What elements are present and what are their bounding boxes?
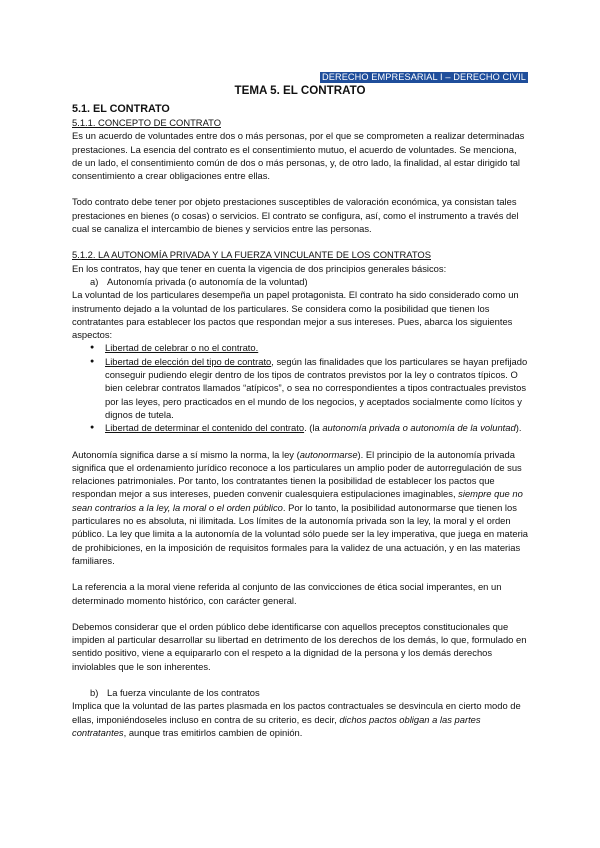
autonomy-text-2: ). El principio de la autonomía privada significa que el ordenamiento jurídico reconoce a los particulares un amplio poder de autorregulación de sus relaciones patrimoniales. Por tanto, los contratantes tienen la posibilidad de establecer los pactos que respondan mejor a sus intereses, pueden convenir cualesquiera estipulaciones imaginables,: [72, 448, 522, 500]
concept-heading: 5.1.1. CONCEPTO DE CONTRATO: [72, 117, 221, 128]
autonomy-heading: 5.1.2. LA AUTONOMÍA PRIVADA Y LA FUERZA VINCULANTE DE LOS CONTRATOS: [72, 249, 431, 261]
binding-italic: dichos pactos obligan a las partes contratantes: [72, 713, 481, 738]
autonomy-italic-2: siempre que no sean contrarios a la ley, la moral o el orden público: [72, 488, 523, 513]
document-title: TEMA 5. EL CONTRATO: [234, 84, 366, 97]
bullet-3-italic: autonomía privada o autonomía de la voluntad: [322, 422, 516, 434]
list-item: [90, 355, 528, 421]
list-item: [90, 421, 528, 434]
header: [72, 70, 528, 82]
subsection-b-marker: b): [90, 686, 99, 698]
autonomy-intro: En los contratos, hay que tener en cuenta la vigencia de dos principios generales básicos:: [72, 262, 447, 274]
course-tag: DERECHO EMPRESARIAL I – DERECHO CIVIL: [322, 72, 526, 82]
bullet-1-text: Libertad de celebrar o no el contrato.: [105, 342, 259, 354]
binding-text-1: Implica que la voluntad de las partes plasmada en los pactos contractuales se desvincula en cierto modo de ellas, imponiéndoseles incluso en contra de su criterio, es decir,: [72, 700, 521, 725]
bullet-3-end: ).: [515, 422, 522, 434]
concept-paragraph-2: Todo contrato debe tener por objeto prestaciones susceptibles de valoración económica, ya consistan tales prestaciones en bienes (o cosas) o servicios. El contrato se configura, así, como el instrumento a través del cual se canaliza el intercambio de bienes y servicios entre las personas.: [72, 196, 519, 235]
list-item: [90, 341, 528, 354]
subsection-b-label: La fuerza vinculante de los contratos: [107, 686, 260, 698]
autonomy-text-3: . Por lo tanto, la posibilidad autonormarse que tienen los particulares no es absoluta, ni ilimitada. Los límites de la autonomía privada son la ley, la moral y el orden público. La ley que limita a la autonomía de la voluntad sólo puede ser la ley imperativa, que juega en materia de prohibiciones, en la imposición de requisitos formales para la validez de una actuación, y en las materias familiares.: [72, 501, 529, 566]
freedom-list: [72, 341, 528, 434]
subsection-a: [72, 275, 528, 288]
concept-paragraph-1: Es un acuerdo de voluntades entre dos o más personas, por el que se comprometen a realizar determinadas prestaciones. La esencia del contrato es el consentimiento mutuo, el acuerdo de voluntades. Se menciona, de un lado, el consentimiento común de dos o más personas, y, de otro lado, la finalidad, al estar dirigido tal consentimiento a crear obligaciones entre ellas.: [72, 130, 525, 182]
bullet-3-mid: . (la: [304, 422, 323, 434]
subsection-a-label: Autonomía privada (o autonomía de la voluntad): [107, 275, 308, 287]
subsection-b: [72, 686, 528, 699]
subsection-a-marker: a): [90, 275, 99, 287]
bullet-2-text: , según las finalidades que los particulares se hayan prefijado conseguir pudiendo elegir dentro de los tipos de contratos previstos por la ley o contratos típicos. O bien celebrar contratos llamados “atípicos”, o sea no correspondientes a tipos contractuales previstos por las leyes, pero practicados en el mundo de los negocios, y aceptados socialmente como lícitos y dignos de tutela.: [105, 355, 528, 420]
autonomy-italic-1: autonormarse: [299, 448, 358, 460]
bullet-2-underlined: Libertad de elección del tipo de contrato: [105, 355, 272, 367]
binding-text-2: , aunque tras emitirlos cambien de opinión.: [123, 726, 303, 738]
autonomy-paragraph: [72, 448, 528, 568]
moral-paragraph: La referencia a la moral viene referida al conjunto de las convicciones de ética social imperantes, en un determinado momento histórico, con carácter general.: [72, 581, 502, 606]
public-order-paragraph: Debemos considerar que el orden público debe identificarse con aquellos preceptos constitucionales que impiden al particular desarrollar su libertad en detrimento de los derechos de los demás, lo que, formulado en sentido positivo, viene a equipararlo con el respeto a la dignidad de la persona y los demás derechos inviolables que le son inherentes.: [72, 620, 527, 672]
autonomy-a-text: La voluntad de los particulares desempeña un papel protagonista. El contrato ha sido considerado como un instrumento dejado a la voluntad de los particulares. Se considera como la posibilidad que tienen los contratantes para establecer los pactos que respondan mejor a sus intereses. Pues, abarca los siguientes aspectos:: [72, 289, 519, 341]
document-page: [72, 70, 528, 739]
section-heading: 5.1. EL CONTRATO: [72, 103, 170, 115]
bullet-3-underlined: Libertad de determinar el contenido del contrato: [105, 422, 305, 434]
autonomy-text-1: Autonomía significa darse a sí mismo la norma, la ley (: [72, 448, 300, 460]
binding-force-paragraph: [72, 699, 528, 739]
